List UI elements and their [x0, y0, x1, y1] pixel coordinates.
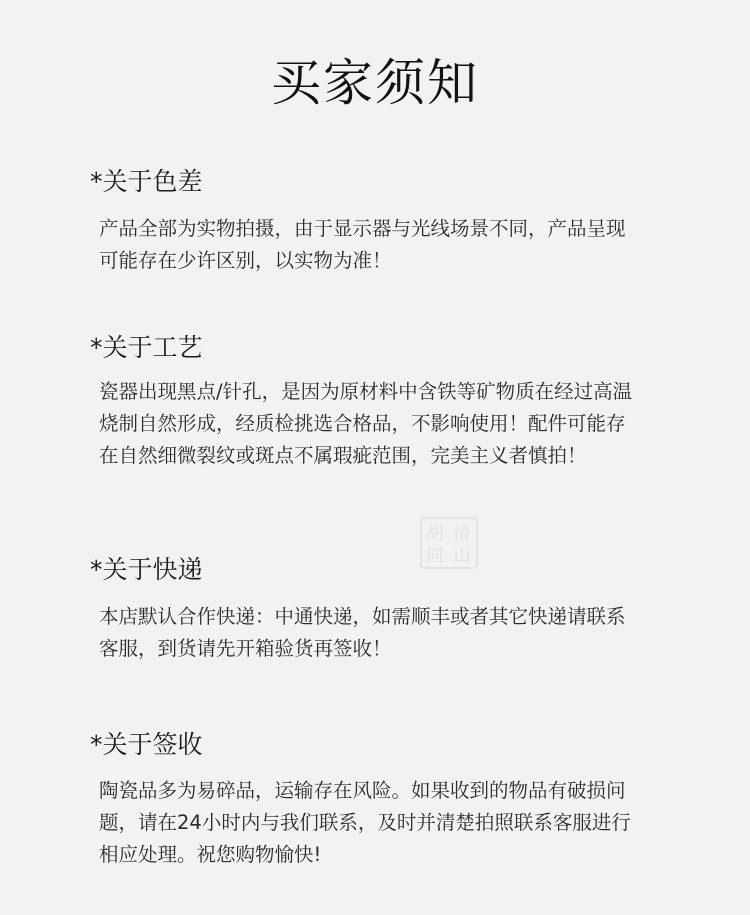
body-line: 烧制自然形成，经质检挑选合格品，不影响使用！配件可能存 — [99, 412, 626, 435]
section-heading-delivery: *关于快递 — [90, 555, 203, 584]
section-body-delivery — [99, 601, 709, 665]
body-line: 客服，到货请先开箱验货再签收！ — [99, 637, 392, 660]
body-line: 可能存在少许区别，以实物为准！ — [99, 249, 392, 272]
svg-text:清: 清 — [453, 524, 471, 544]
section-heading-color-difference: *关于色差 — [90, 167, 203, 196]
body-line: 题，请在24小时内与我们联系，及时并清楚拍照联系客服进行 — [99, 811, 631, 834]
svg-text:胡: 胡 — [426, 524, 444, 544]
section-body-craft — [99, 376, 709, 472]
svg-text:同: 同 — [426, 546, 444, 566]
section-body-color-difference — [99, 213, 709, 277]
section-heading-receipt: *关于签收 — [90, 730, 203, 759]
svg-text:山: 山 — [453, 546, 471, 566]
seal-watermark-icon — [420, 517, 478, 569]
body-line: 陶瓷品多为易碎品，运输存在风险。如果收到的物品有破损问 — [99, 779, 626, 802]
body-line: 本店默认合作快递：中通快递，如需顺丰或者其它快递请联系 — [99, 605, 626, 628]
page-title: 买家须知 — [271, 54, 479, 112]
body-line: 产品全部为实物拍摄，由于显示器与光线场景不同，产品呈现 — [99, 217, 626, 240]
body-line: 相应处理。祝您购物愉快! — [99, 843, 322, 866]
body-line: 在自然细微裂纹或斑点不属瑕疵范围，完美主义者慎拍！ — [99, 444, 587, 467]
body-line: 瓷器出现黑点/针孔，是因为原材料中含铁等矿物质在经过高温 — [99, 380, 633, 403]
section-heading-craft: *关于工艺 — [90, 333, 203, 362]
section-body-receipt — [99, 775, 709, 871]
